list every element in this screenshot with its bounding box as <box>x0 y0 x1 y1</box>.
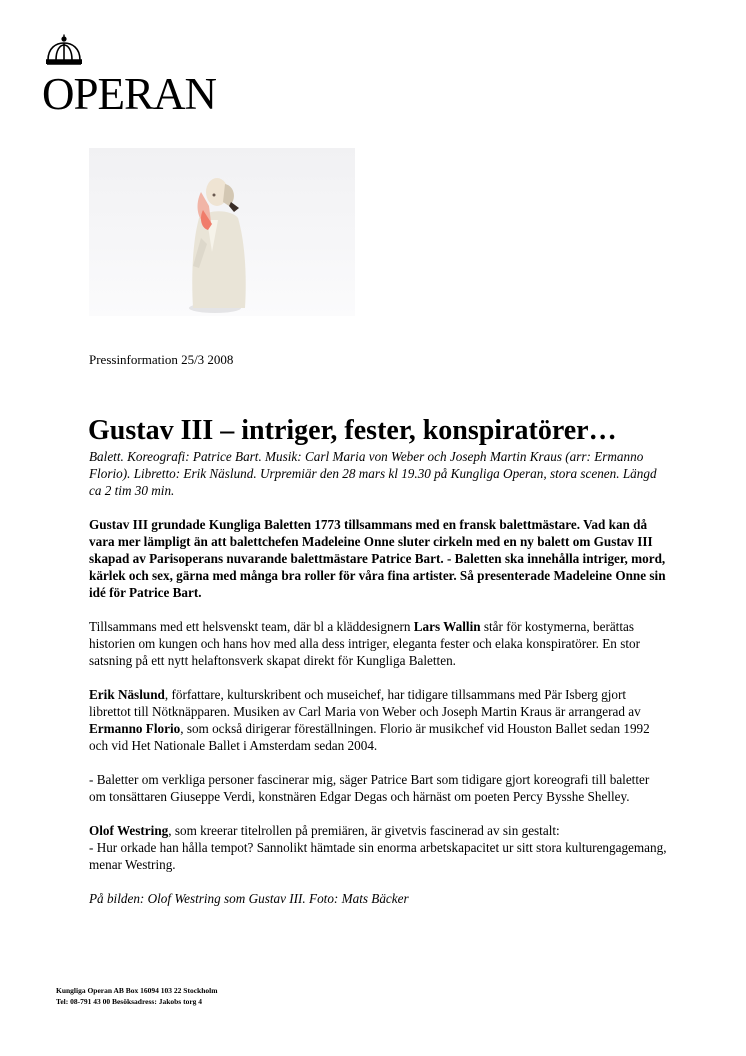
music-paragraph <box>89 686 669 754</box>
name-ermanno-florio: Ermanno Florio <box>89 721 181 736</box>
press-date: Pressinformation 25/3 2008 <box>89 352 234 367</box>
team-paragraph <box>89 618 669 669</box>
quote-paragraph: - Baletter om verkliga personer fascinerar mig, säger Patrice Bart som tidigare gjort koreografi till baletter om tonsättaren Giuseppe Verdi, konstnären Edgar Degas och härnäst om poeten Percy Bysshe Shelley. <box>89 772 650 804</box>
text: står för kostymerna, berättas historien om kungen och hans hov med alla dess intriger, eleganta fester och elaka konspiratörer. En stor satsning på ett nytt helaftonsverk skapat direkt för Kungliga Baletten. <box>89 619 640 668</box>
name-olof-westring: Olof Westring <box>89 823 169 838</box>
article-body <box>89 448 669 924</box>
photo-caption: På bilden: Olof Westring som Gustav III. Foto: Mats Bäcker <box>89 891 409 906</box>
westring-quote: - Hur orkade han hålla tempot? Sannolikt hämtade sin enorma arbetskapacitet ur sitt stora kulturengagemang, menar Westring. <box>89 840 667 872</box>
lead-paragraph: Gustav III grundade Kungliga Baletten 1773 tillsammans med en fransk balettmästare. Vad kan då vara mer lämpligt än att balettchefen Madeleine Onne sluter cirkeln med en ny balett om Gustav III skapad av Parisoperans nuvarande balettmästare Patrice Bart. - Baletten ska innehålla intriger, mord, kärlek och sex, gärna med många bra roller för våra fina artister. Så presenterade Madeleine Onne sin idé för Patrice Bart. <box>89 517 666 600</box>
name-lars-wallin: Lars Wallin <box>413 619 481 634</box>
text: , som kreerar titelrollen på premiären, är givetvis fascinerad av sin gestalt: <box>168 823 560 838</box>
article-title: Gustav III – intriger, fester, konspiratörer… <box>88 415 617 446</box>
name-erik-naslund: Erik Näslund <box>89 687 165 702</box>
text: Tillsammans med ett helsvenskt team, där bl a kläddesignern <box>89 619 414 634</box>
crown-icon <box>42 34 86 68</box>
footer-line-1: Kungliga Operan AB Box 16094 103 22 Stockholm <box>56 986 218 995</box>
logo-wordmark: OPERAN <box>42 69 217 119</box>
dancer-photo <box>89 148 355 316</box>
text: , som också dirigerar föreställningen. Florio är musikchef vid Houston Ballet sedan 1992 och vid Het Nationale Ballet i Amsterdam sedan 2004. <box>89 721 650 753</box>
westring-paragraph <box>89 822 669 839</box>
footer-address <box>56 985 217 1007</box>
text: , författare, kulturskribent och museichef, har tidigare tillsammans med Pär Isberg gjort librettot till Nötknäpparen. Musiken av Carl Maria von Weber och Joseph Martin Kraus är arrangerad av <box>89 687 641 719</box>
intro-paragraph: Balett. Koreografi: Patrice Bart. Musik: Carl Maria von Weber och Joseph Martin Kraus (arr: Ermanno Florio). Libretto: Erik Näslund. Urpremiär den 28 mars kl 19.30 på Kungliga Operan, stora scenen. Längd ca 2 tim 30 min. <box>89 449 657 498</box>
footer-line-2: Tel: 08-791 43 00 Besöksadress: Jakobs torg 4 <box>56 997 203 1006</box>
